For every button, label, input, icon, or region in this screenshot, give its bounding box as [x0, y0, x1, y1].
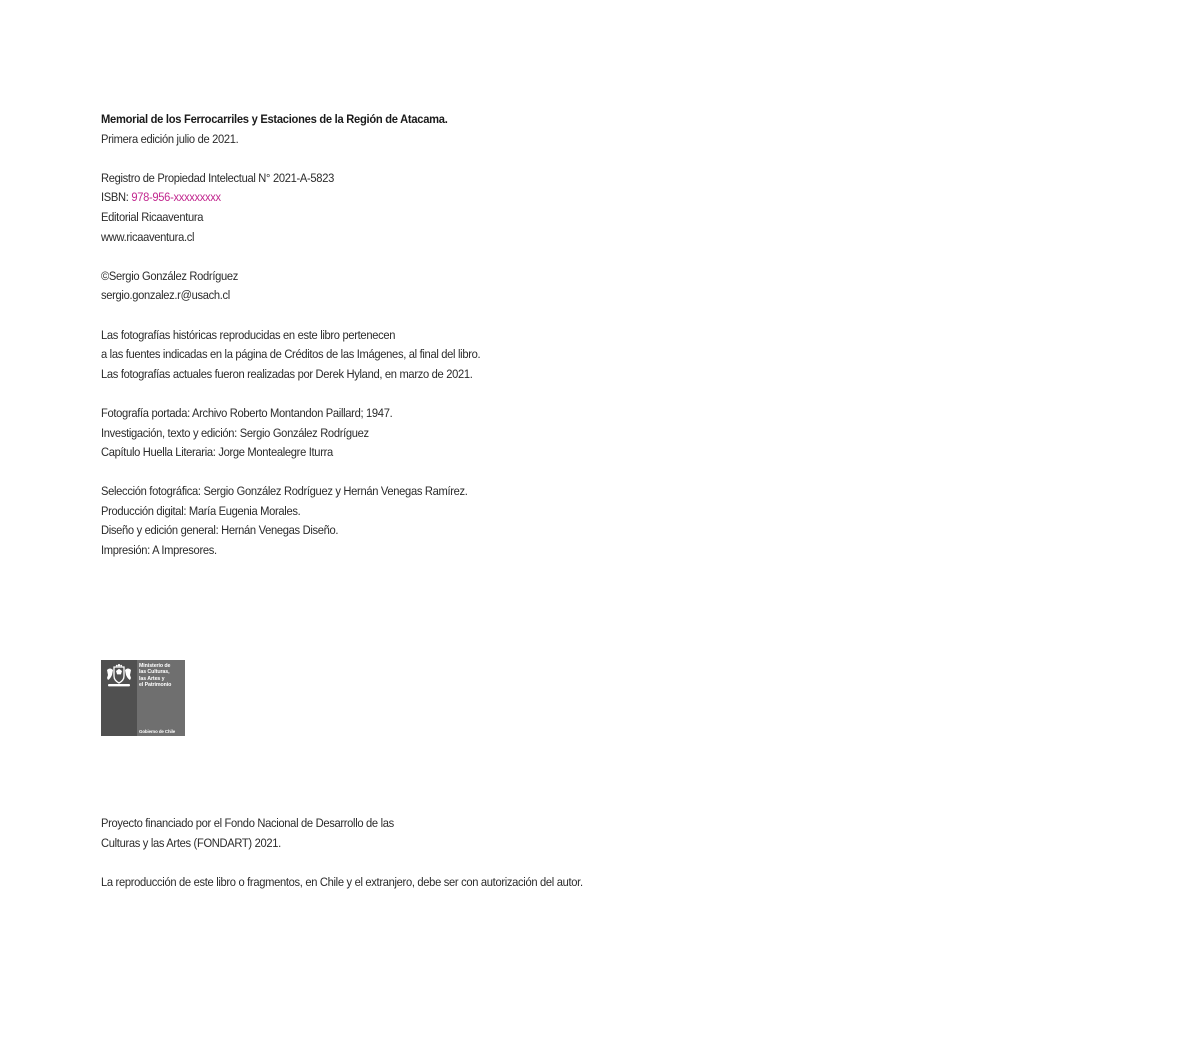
photo-note-line: a las fuentes indicadas en la página de Créditos de las Imágenes, al final del libro.: [101, 347, 481, 362]
publisher-line: Editorial Ricaaventura: [101, 209, 204, 224]
logo-emblem-panel: [101, 660, 137, 736]
registry-line: Registro de Propiedad Intelectual N° 2021-A-5823: [101, 170, 334, 185]
colophon-block: [101, 110, 801, 561]
ministry-name-line: Ministerio de: [139, 663, 171, 669]
design-credit: Diseño y edición general: Hernán Venegas Diseño.: [101, 523, 339, 538]
digital-production-credit: Producción digital: María Eugenia Morales.: [101, 503, 301, 518]
ministry-logo: [101, 660, 185, 736]
edition-line: Primera edición julio de 2021.: [101, 131, 239, 146]
spacer: [101, 384, 801, 404]
isbn-value: 978-956-xxxxxxxxx: [131, 190, 221, 205]
isbn-line: [101, 188, 731, 208]
government-label: Gobierno de Chile: [139, 729, 176, 734]
rights-notice: La reproducción de este libro o fragmentos, en Chile y el extranjero, debe ser con autorización del autor.: [101, 874, 583, 889]
logo-text-panel: [137, 660, 185, 736]
isbn-label: ISBN:: [101, 190, 132, 205]
spacer: [101, 306, 801, 326]
ministry-name-line: las Culturas,: [139, 669, 170, 676]
copyright-line: ©Sergio González Rodríguez: [101, 268, 239, 283]
spacer: [101, 853, 801, 873]
research-credit: Investigación, texto y edición: Sergio González Rodríguez: [101, 425, 369, 440]
footer-block: [101, 814, 801, 892]
funding-line: Culturas y las Artes (FONDART) 2021.: [101, 835, 281, 850]
literary-chapter-credit: Capítulo Huella Literaria: Jorge Montealegre Iturra: [101, 445, 333, 460]
website-line: www.ricaaventura.cl: [101, 229, 195, 244]
ministry-name-line: las Artes y: [139, 675, 165, 682]
photo-note-line: Las fotografías actuales fueron realizadas por Derek Hyland, en marzo de 2021.: [101, 366, 473, 381]
email-line: sergio.gonzalez.r@usach.cl: [101, 288, 230, 303]
spacer: [101, 149, 801, 169]
ministry-name: [139, 663, 185, 688]
spacer: [101, 463, 801, 483]
chile-coat-of-arms-icon: [104, 663, 134, 689]
funding-line: Proyecto financiado por el Fondo Nacional de Desarrollo de las: [101, 816, 394, 830]
book-title: Memorial de los Ferrocarriles y Estaciones de la Región de Atacama.: [101, 112, 448, 126]
photo-note-line: Las fotografías históricas reproducidas en este libro pertenecen: [101, 327, 396, 342]
photo-selection-credit: Selección fotográfica: Sergio González Rodríguez y Hernán Venegas Ramírez.: [101, 484, 468, 499]
spacer: [101, 247, 801, 267]
printing-credit: Impresión: A Impresores.: [101, 543, 217, 558]
ministry-name-line: el Patrimonio: [139, 681, 172, 688]
cover-photo-credit: Fotografía portada: Archivo Roberto Montandon Paillard; 1947.: [101, 405, 393, 420]
